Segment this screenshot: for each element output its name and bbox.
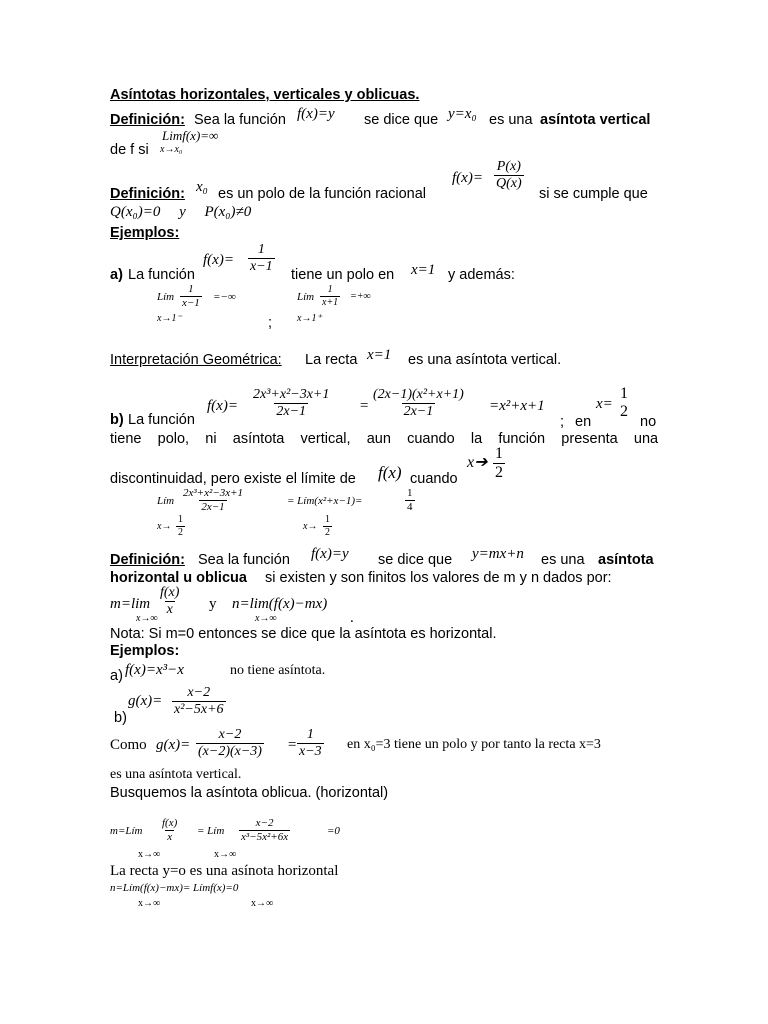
- w: la: [470, 431, 483, 447]
- m-fraction-1: [160, 818, 179, 843]
- example-a-text-1: La función: [128, 267, 195, 283]
- m-f1-den: x: [167, 831, 173, 843]
- def3-bold-2: horizontal u oblicua: [110, 570, 247, 586]
- example-b-fx: f(x): [378, 463, 402, 482]
- def3-n-sub: x→∞: [255, 613, 277, 624]
- example-a-den: x−1: [250, 259, 273, 274]
- def1-text-1: Sea la función: [194, 112, 286, 128]
- limit-b-sub-1-half-num: 1: [178, 514, 183, 525]
- def2-x0: x₀: [196, 179, 208, 195]
- example-b-eq: =: [359, 398, 370, 414]
- example-b-half-num: 1: [620, 385, 628, 402]
- def1-text-4: de f si: [110, 142, 149, 158]
- def1-text-3: es una: [489, 112, 533, 128]
- limit-2-fraction: [320, 285, 340, 308]
- def3-m-fraction: [158, 586, 181, 617]
- m-sub-2: x→∞: [214, 849, 237, 860]
- def1-limit: Limf(x)=∞: [162, 128, 219, 143]
- limit-1-sub: x→1⁻: [157, 313, 182, 324]
- como-f1-den: (x−2)(x−3): [198, 744, 262, 759]
- example-b-line-3: discontinuidad, pero existe el límite de: [110, 471, 356, 487]
- example2-g-den: x²−5x+6: [174, 702, 224, 717]
- example-a-text-3: y además:: [448, 267, 515, 283]
- n-sub-1: x→∞: [138, 898, 161, 909]
- def2-label: Definición:: [110, 186, 185, 202]
- def3-text-2: se dice que: [378, 552, 453, 568]
- limit-b-fraction: [181, 488, 245, 513]
- como-label: Como: [110, 737, 147, 753]
- def1-text-2: se dice que: [364, 112, 439, 128]
- example-b-f1-den: 2x−1: [276, 404, 307, 419]
- limit-2-lim: Lím: [297, 291, 315, 303]
- como-f2-num: 1: [306, 727, 314, 742]
- m-f2-den: x³−5x²+6x: [241, 831, 289, 843]
- def3-m-lhs: m=lim: [110, 596, 151, 612]
- def3-dot: .: [350, 610, 354, 626]
- example-b-f2-den: 2x−1: [403, 404, 434, 419]
- limit-b-result-den: 4: [407, 501, 413, 513]
- def2-numerator: P(x): [496, 159, 521, 174]
- example-b-xarrow-half-num: 1: [495, 445, 503, 462]
- example2-a-text: no tiene asíntota.: [230, 663, 326, 678]
- m-lim: m=Lím: [110, 825, 143, 837]
- w: función: [498, 431, 546, 447]
- como-g-lhs: g(x)=: [156, 737, 191, 753]
- w: aun: [366, 431, 391, 447]
- limit-2-sub: x→1⁺: [297, 313, 322, 324]
- w: vertical,: [300, 431, 351, 447]
- example-b-xarrow-half: [493, 446, 505, 481]
- limit-b-sub-1: x→: [157, 521, 172, 532]
- limit-2-rhs: =+∞: [350, 291, 371, 302]
- example2-g-lhs: g(x)=: [128, 693, 163, 709]
- examples-heading-2: Ejemplos:: [110, 643, 180, 659]
- limit-b-sub-2: x→: [303, 521, 318, 532]
- example-b-half: [618, 386, 630, 420]
- limit-b-lim: Lím: [157, 495, 175, 507]
- interpretation-text-1: La recta: [305, 352, 358, 368]
- w: una: [633, 431, 659, 447]
- como-f1-num: x−2: [218, 727, 242, 742]
- def1-limit-sub: x→x₀: [160, 144, 183, 155]
- la-recta: La recta y=o es una asínota horizontal: [110, 863, 339, 879]
- example-b-fraction-1: [251, 388, 331, 419]
- def3-m-den: x: [166, 602, 173, 617]
- page-title: Asíntotas horizontales, verticales y oblicuas.: [110, 87, 420, 103]
- m-f2-num: x−2: [255, 817, 274, 829]
- example-a-fraction: [248, 243, 275, 274]
- example-b-line-2: [110, 432, 658, 447]
- w: ni: [205, 431, 217, 447]
- example2-b-label: b): [114, 710, 127, 726]
- examples-heading-1: Ejemplos:: [110, 225, 180, 241]
- asintota-vertical-line: es una asíntota vertical.: [110, 767, 242, 782]
- example-b-half-den: 2: [620, 403, 628, 420]
- w: presenta: [561, 431, 618, 447]
- como-f2-den: x−3: [299, 744, 322, 759]
- def1-fx: f(x)=y: [297, 106, 335, 122]
- m-sub-1: x→∞: [138, 849, 161, 860]
- example2-a-label: a): [110, 668, 123, 684]
- def2-text-1: es un polo de la función racional: [218, 186, 426, 202]
- def3-m-sub: x→∞: [136, 613, 158, 624]
- example-a-label: a): [110, 267, 123, 283]
- def3-text-3: es una: [541, 552, 585, 568]
- limit-2-num: 1: [327, 284, 333, 295]
- m-mid: = Lím: [197, 825, 225, 837]
- example-b-f1-num: 2x³+x²−3x+1: [253, 387, 330, 402]
- m-rhs: =0: [327, 825, 340, 837]
- como-eq: =: [287, 737, 298, 753]
- def2-denominator: Q(x): [496, 176, 522, 191]
- limit-1-fraction: [180, 284, 202, 309]
- example2-a-f: f(x)=x³−x: [125, 662, 184, 678]
- def3-fx: f(x)=y: [311, 546, 349, 562]
- example-b-text-1: La función: [128, 412, 195, 428]
- def3-text-1: Sea la función: [198, 552, 290, 568]
- limit-b-sub-2-half: [323, 515, 332, 538]
- n-sub-2: x→∞: [251, 898, 274, 909]
- example-a-f-lhs: f(x)=: [203, 252, 234, 268]
- w: asíntota: [232, 431, 285, 447]
- def3-y: y: [209, 596, 217, 612]
- example-b-en: en: [575, 414, 592, 430]
- w: polo,: [157, 431, 190, 447]
- example-b-no: no: [640, 414, 657, 430]
- def2-fraction: [494, 160, 524, 191]
- busquemos: Busquemos la asíntota oblicua. (horizontal): [110, 785, 389, 801]
- w: tiene: [110, 431, 142, 447]
- limit-b-sub-1-half-den: 2: [178, 527, 183, 538]
- limit-b-result-num: 1: [407, 487, 413, 499]
- n-line: n=Lím(f(x)−mx)= Límf(x)=0: [110, 882, 239, 894]
- limit-1-rhs: =−∞: [213, 291, 236, 303]
- def3-bold-1: asíntota: [598, 552, 654, 568]
- def1-bold: asíntota vertical: [540, 112, 651, 128]
- example-b-xarrow-half-den: 2: [495, 464, 503, 481]
- como-fraction-2: [297, 728, 324, 759]
- def2-f-lhs: f(x)=: [452, 170, 483, 186]
- limit-1-num: 1: [188, 283, 194, 295]
- limit-b-result: [405, 488, 415, 513]
- example-b-xeq: x=: [596, 396, 613, 412]
- limit-b-sub-2-half-den: 2: [325, 527, 330, 538]
- def3-text-4: si existen y son finitos los valores de m y n dados por:: [265, 570, 612, 586]
- limit-1-den: x−1: [182, 297, 200, 309]
- example-b-cuando: cuando: [410, 471, 458, 487]
- como-fraction-1: [196, 728, 264, 759]
- w: cuando: [407, 431, 455, 447]
- limit-b-sub-1-half: [176, 515, 185, 538]
- def2-text-2: si se cumple que: [539, 186, 648, 202]
- example2-g-num: x−2: [187, 685, 211, 700]
- limit-b-mid: = Lím(x²+x−1)=: [287, 495, 363, 507]
- como-text: en x₀=3 tiene un polo y por tanto la recta x=3: [347, 737, 601, 752]
- m-f1-num: f(x): [162, 817, 178, 829]
- limit-b-den: 2x−1: [201, 501, 225, 513]
- example2-g-fraction: [172, 686, 226, 717]
- limit-b-sub-2-half-num: 1: [325, 514, 330, 525]
- example-b-f2-num: (2x−1)(x²+x+1): [373, 387, 464, 402]
- limit-b-num: 2x³+x²−3x+1: [183, 487, 244, 499]
- example-b-f-lhs: f(x)=: [207, 398, 238, 414]
- interpretation-label: Interpretación Geométrica:: [110, 352, 282, 368]
- def3-m-num: f(x): [160, 585, 180, 600]
- def3-ymx: y=mx+n: [472, 546, 524, 562]
- nota: Nota: Si m=0 entonces se dice que la asíntota es horizontal.: [110, 626, 497, 642]
- limit-2-den: x+1: [322, 297, 339, 308]
- def3-label: Definición:: [110, 552, 185, 568]
- limit-1-lim: Lím: [157, 291, 175, 303]
- example-a-text-2: tiene un polo en: [291, 267, 395, 283]
- example-b-xarrow: x➔: [467, 454, 488, 471]
- interpretation-x: x=1: [367, 347, 392, 363]
- example-b-label: b): [110, 412, 124, 428]
- def2-condition: Q(x₀)=0 y P(x₀)≠0: [110, 204, 252, 220]
- example-a-num: 1: [257, 242, 265, 257]
- limit-separator: ;: [268, 315, 273, 331]
- interpretation-text-2: es una asíntota vertical.: [408, 352, 562, 368]
- def1-yx0: y=x₀: [448, 106, 477, 122]
- example-b-f3: =x²+x+1: [489, 398, 545, 414]
- m-fraction-2: [239, 818, 290, 843]
- def1-label: Definición:: [110, 112, 185, 128]
- example-b-fraction-2: [371, 388, 466, 419]
- example-a-x1: x=1: [411, 262, 436, 278]
- def3-n: n=lim(f(x)−mx): [232, 596, 328, 612]
- example-b-semicolon: ;: [560, 414, 565, 430]
